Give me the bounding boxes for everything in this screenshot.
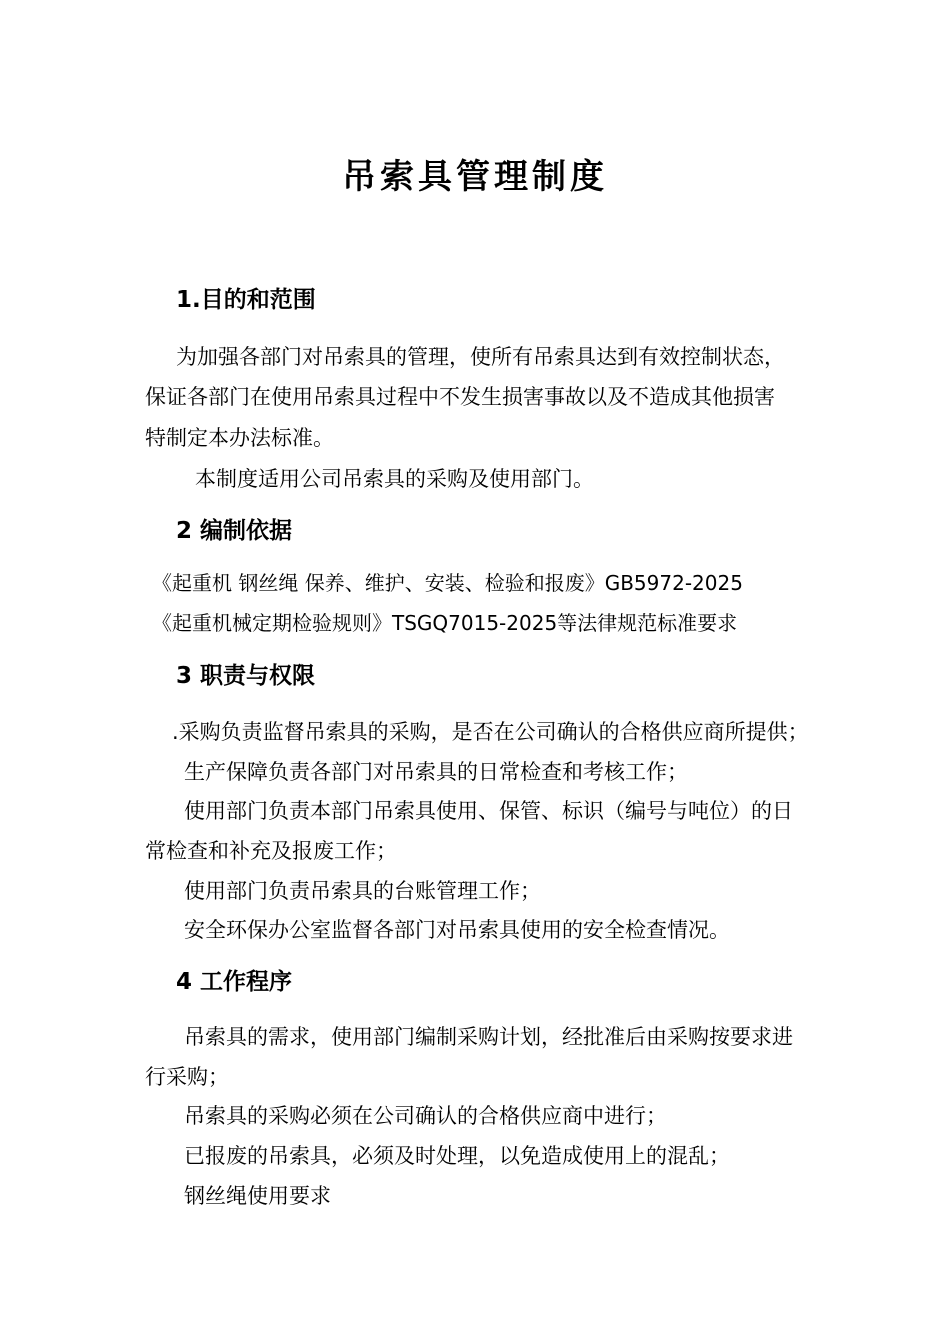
paragraph-line: 使用部门负责本部门吊索具使用、保管、标识（编号与吨位）的日 bbox=[184, 799, 793, 823]
paragraph-line: 特制定本办法标准。 bbox=[145, 426, 334, 450]
paragraph-line: 安全环保办公室监督各部门对吊索具使用的安全检查情况。 bbox=[184, 918, 730, 942]
section-heading-duties: 3 职责与权限 bbox=[176, 663, 316, 689]
section-heading-procedure: 4 工作程序 bbox=[176, 969, 293, 995]
paragraph-line: 吊索具的需求，使用部门编制采购计划，经批准后由采购按要求进 bbox=[184, 1025, 793, 1049]
standard-reference: 《起重机械定期检验规则》TSGQ7015-2025等法律规范标准要求 bbox=[152, 611, 738, 635]
paragraph-line: 保证各部门在使用吊索具过程中不发生损害事故以及不造成其他损害 bbox=[145, 385, 775, 409]
paragraph-line: 生产保障负责各部门对吊索具的日常检查和考核工作； bbox=[184, 760, 688, 784]
paragraph-line: 常检查和补充及报废工作； bbox=[145, 839, 397, 863]
paragraph-line: 吊索具的采购必须在公司确认的合格供应商中进行； bbox=[184, 1104, 667, 1128]
paragraph-line: 本制度适用公司吊索具的采购及使用部门。 bbox=[195, 467, 594, 491]
section-heading-purpose: 1.目的和范围 bbox=[176, 287, 316, 313]
paragraph-line: 使用部门负责吊索具的台账管理工作； bbox=[184, 879, 541, 903]
standard-reference: 《起重机 钢丝绳 保养、维护、安装、检验和报废》GB5972-2025 bbox=[152, 571, 743, 595]
paragraph-line: 钢丝绳使用要求 bbox=[184, 1184, 331, 1208]
paragraph-line: 已报废的吊索具，必须及时处理，以免造成使用上的混乱； bbox=[184, 1144, 730, 1168]
paragraph-line: 行采购； bbox=[145, 1065, 229, 1089]
paragraph-line: .采购负责监督吊索具的采购，是否在公司确认的合格供应商所提供； bbox=[172, 720, 809, 744]
section-heading-basis: 2 编制依据 bbox=[176, 518, 293, 544]
paragraph-line: 为加强各部门对吊索具的管理，使所有吊索具达到有效控制状态， bbox=[176, 345, 785, 369]
document-title: 吊索具管理制度 bbox=[342, 157, 608, 197]
